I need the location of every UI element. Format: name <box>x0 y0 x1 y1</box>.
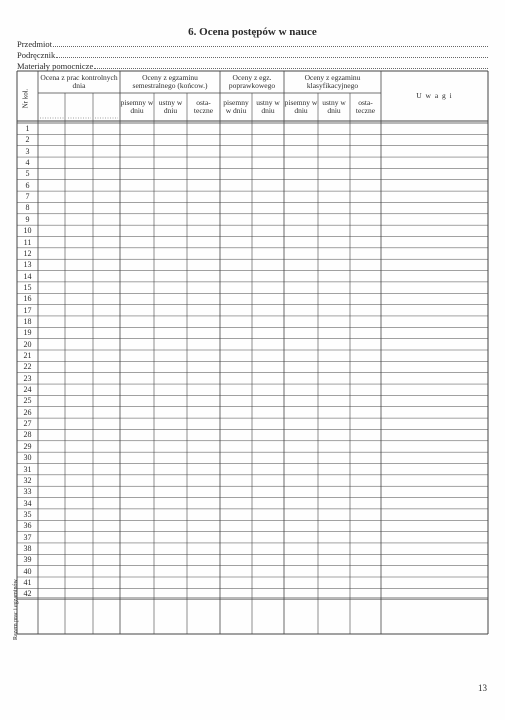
row-number: 24 <box>23 385 32 395</box>
row-number: 10 <box>23 226 32 236</box>
row-number: 42 <box>23 589 32 599</box>
header-sem-ustny: ustny w dniu <box>158 97 183 115</box>
row-number: 4 <box>25 158 30 168</box>
header-popr-pisemny: pisemny w dniu <box>223 97 249 115</box>
row-number: 25 <box>23 396 32 406</box>
row-number: 28 <box>23 430 32 440</box>
row-number: 41 <box>23 578 32 587</box>
row-number: 21 <box>23 351 32 360</box>
row-number: 31 <box>23 464 32 474</box>
row-number: 11 <box>23 237 32 247</box>
header-nr-kol: Nr kol. <box>21 88 30 109</box>
footer-razem-label: Razem prac i egzaminów <box>13 579 19 640</box>
row-number: 7 <box>25 192 30 202</box>
row-number: 19 <box>23 328 32 338</box>
row-number: 18 <box>23 316 32 326</box>
row-number: 20 <box>23 339 32 349</box>
row-number: 29 <box>23 441 32 451</box>
row-number: 13 <box>23 260 32 270</box>
header-klasyfikacyjny: Oceny z egzaminu klasyfikacyjnego <box>304 72 361 90</box>
row-number: 30 <box>23 453 32 463</box>
row-number: 1 <box>25 124 30 133</box>
row-number: 32 <box>23 475 32 485</box>
row-number: 35 <box>23 509 32 519</box>
field-label: Materiały pomocnicze <box>17 61 94 71</box>
header-klas-pisemny: pisemny w dniu <box>284 97 318 115</box>
row-number: 9 <box>25 214 30 224</box>
row-number: 2 <box>25 135 30 145</box>
row-number: 17 <box>23 305 32 315</box>
row-number: 5 <box>25 169 30 179</box>
header-sem-ostateczne: osta-teczne <box>193 97 214 115</box>
header-sem-pisemny: pisemny w dniu <box>120 97 154 115</box>
row-number: 22 <box>23 362 32 372</box>
header-uwagi: U w a g i <box>416 90 453 100</box>
row-number: 34 <box>23 498 32 508</box>
row-number: 14 <box>23 271 32 281</box>
row-number: 27 <box>23 419 32 429</box>
row-number: 16 <box>23 294 32 304</box>
row-number: 38 <box>23 543 32 553</box>
row-number: 37 <box>23 532 32 542</box>
field-label: Podręcznik <box>17 50 56 60</box>
row-number: 6 <box>25 180 30 190</box>
header-poprawkowy: Oceny z egz. poprawkowego <box>228 72 276 90</box>
row-number: 40 <box>23 566 32 576</box>
page-title: 6. Ocena postępów w nauce <box>188 26 317 38</box>
row-number: 12 <box>23 248 32 258</box>
header-semestralny: Oceny z egzaminu semestralnego (końcow.) <box>132 72 208 90</box>
field-label: Przedmiot <box>17 39 52 49</box>
row-number: 15 <box>23 282 32 292</box>
row-number: 36 <box>23 521 32 531</box>
header-klas-ostateczne: osta-teczne <box>355 97 376 115</box>
row-number: 33 <box>23 487 32 497</box>
header-popr-ustny: ustny w dniu <box>256 97 280 115</box>
row-number: 26 <box>23 407 32 417</box>
header-prace: Ocena z prac kontrolnych dnia <box>40 72 118 90</box>
page-number: 13 <box>478 683 487 693</box>
row-number: 39 <box>23 555 32 565</box>
row-number: 23 <box>23 373 32 383</box>
row-number: 3 <box>25 146 30 156</box>
row-number: 8 <box>25 203 30 213</box>
header-klas-ustny: ustny w dniu <box>322 97 346 115</box>
